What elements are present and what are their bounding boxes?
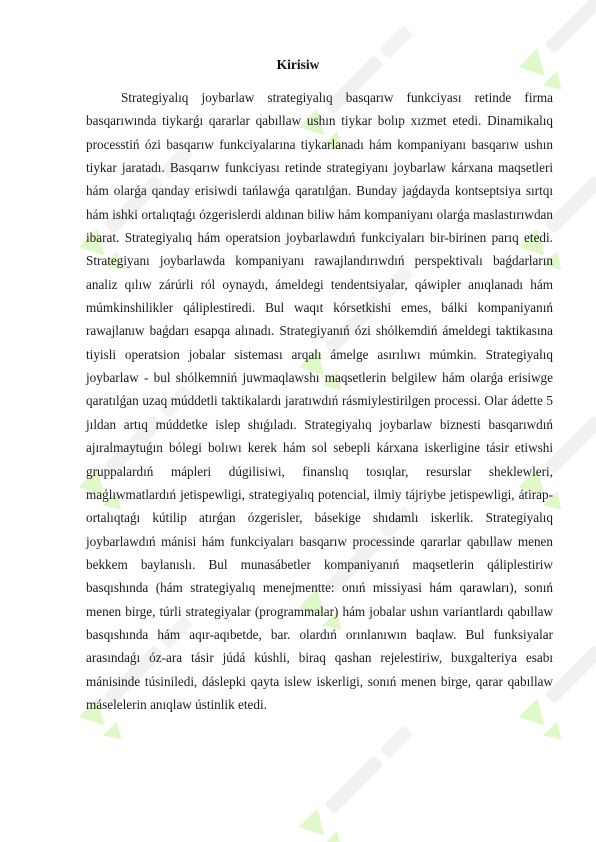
watermark-logo: [299, 724, 435, 842]
document-body-paragraph: Strategiyalıq joybarlaw strategiyalıq basqarıw funkciyası retinde firma basqarıwında tiykarǵı qararlar qabıllaw ushın tiykar bolıp xızmet etedi. Dinamikalıq processtiń ózi basqarıw funkciyalarına tiykarlanadı hám kompaniyanı basqarıw ushın tiykar jaratadı. Basqarıw funkciyası retinde strategiyanı joybarlaw kárxana maqsetleri hám olarǵa qanday erisiwdi tańlawǵa qaratılǵan. Bunday jaǵdayda kontseptsiya sırtqı hám ishki ortalıqtaǵı ózgerislerdi aldınan biliw hám kompaniyanı olarǵa maslastırıwdan ibarat. Strategiyalıq hám operatsion joybarlawdıń funkciyaları bir-birinen parıq etedi. Strategiyanı joybarlawda kompaniyanı rawajlandırıwdıń perspektivalı baǵdarların analiz qılıw zárúrli ról oynaydı, ámeldegi tendentsiyalar, qáwipler anıqlanadı hám múmkinshilikler qáliplestiredi. Bul waqıt kórsetkishi emes, bálki kompaniyanıń rawajlanıw baǵdarı esapqa alınadı. Strategiyanıń ózi shólkemdiń ámeldegi taktikasına tiyisli operatsion jobalar sisteması arqalı ámelge asırılıwı múmkin. Strategiyalıq joybarlaw - bul shólkemniń juwmaqlawshı maqsetlerin belgilew hám olarǵa erisiwge qaratılǵan uzaq múddetli taktikalardı jaratıwdıń rásmiylestirilgen processi. Olar ádette 5 jıldan artıq múddetke islep shıǵıladı. Strategiyalıq joybarlaw biznesti basqarıwdıń ajıralmaytuǵın bólegi bolıwı kerek hám sol sebepli kárxana iskerligine tásir etiwshi gruppalardıń mápleri dúgilisiwi, finanslıq tosıqlar, resurslar sheklewleri, maǵlıwmatlardıń jetispewligi, strategiyalıq potencial, ilmiy tájriybe jetispewligi, átirap-ortalıqtaǵı kútilip atırǵan ózgerisler, básekige shıdamlı iskerlik. Strategiyalıq joybarlawdıń mánisi hám funkciyaları basqarıw processinde qararlar qabıllaw menen bekkem baylanıslı. Bul munasábetler kompaniyanıń maqsetlerin qáliplestiriw basqıshında (hám strategiyalıq menejmentte: onıń missiyasi hám qarawları), sonıń menen birge, túrli strategiyalar (programmalar) hám jobalar ushın variantlardı qabıllaw basqıshında hám aqır-aqıbetde, bar. olardıń orınlanıwın baqlaw. Bul funksiyalar arasındaǵı óz-ara tásir júdá kúshli, biraq qashan rejelestiriw, buxgalteriya esabı mánisinde túsiniledi, dáslepki qayta islew iskerligi, sonıń menen birge, qarar qabıllaw máselelerin anıqlaw ústinlik etedi.: [86, 90, 553, 712]
watermark-logo: [519, 0, 596, 99]
document-title: Kirisiw: [276, 57, 320, 72]
